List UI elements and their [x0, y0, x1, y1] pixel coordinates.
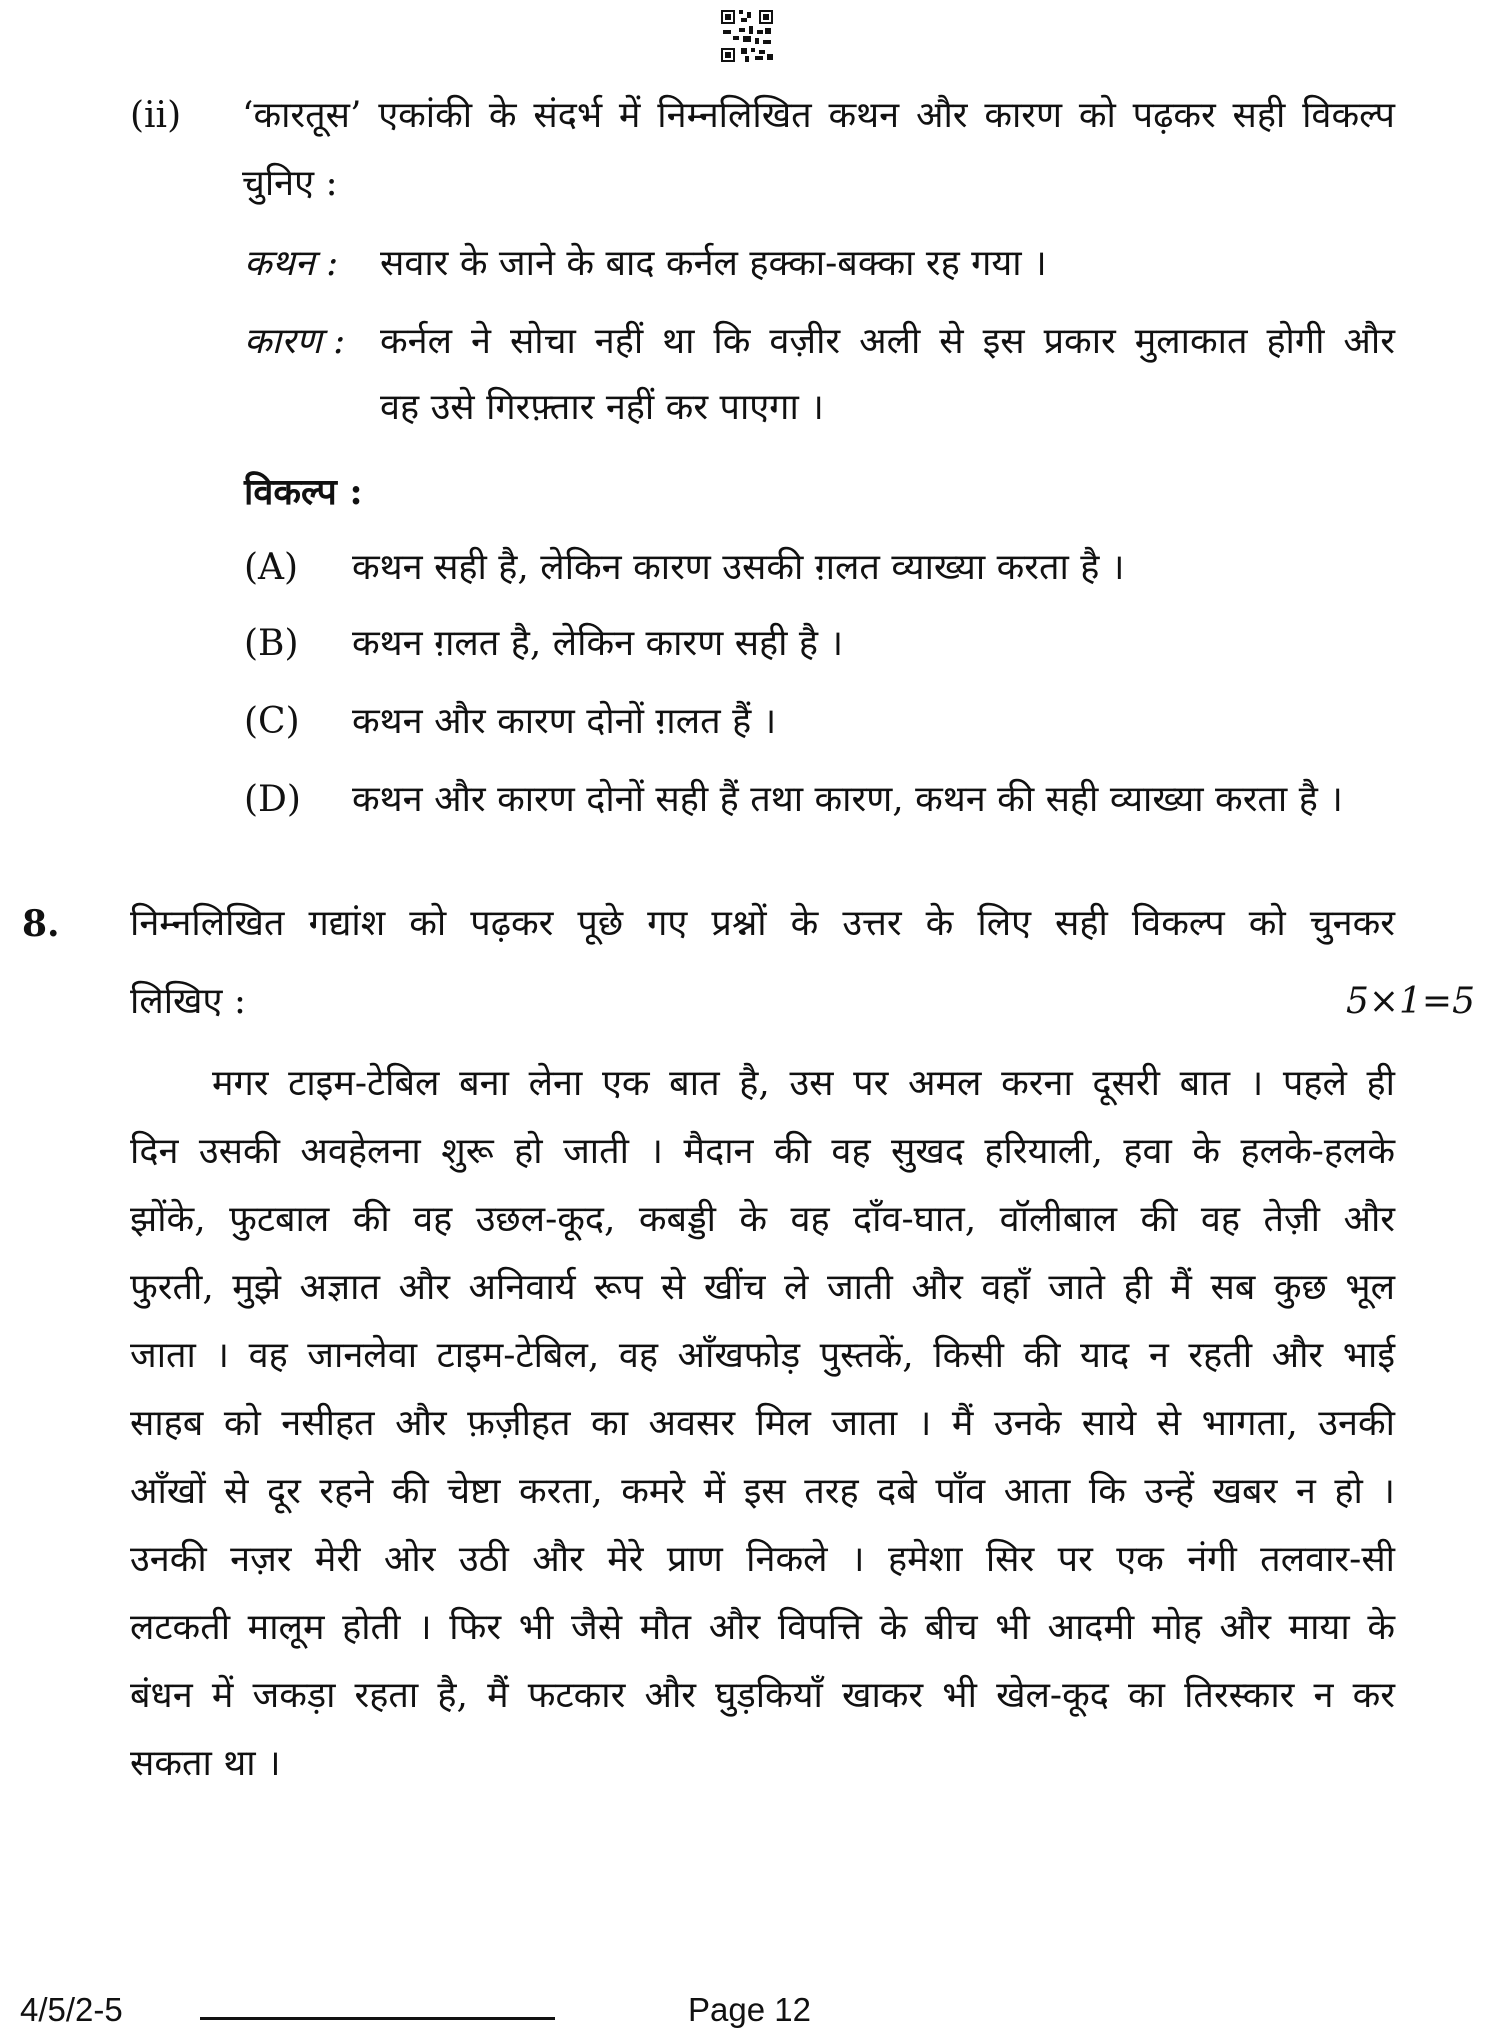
passage-line: आँखों से दूर रहने की चेष्टा करता, कमरे में इस तरह दबे पाँव आता कि उन्हें खबर न हो । — [130, 1471, 1395, 1512]
passage-line: फुरती, मुझे अज्ञात और अनिवार्य रूप से खींच ले जाती और वहाँ जाते ही मैं सब कुछ भूल — [130, 1267, 1395, 1308]
footer-divider — [200, 2017, 555, 2020]
question-line-1: निम्नलिखित गद्यांश को पढ़कर पूछे गए प्रश्नों के उत्तर के लिए सही विकल्प को चुनकर — [130, 903, 1395, 944]
marks-allocation: 5×1=5 — [1345, 981, 1475, 1022]
option-key: (B) — [244, 623, 299, 664]
sub-question-line-2: चुनिए : — [242, 163, 338, 204]
assertion-text: सवार के जाने के बाद कर्नल हक्का-बक्का रह गया । — [380, 243, 1047, 284]
options-heading: विकल्प : — [244, 471, 363, 513]
sub-question-line-1: ‘कारतूस’ एकांकी के संदर्भ में निम्नलिखित कथन और कारण को पढ़कर सही विकल्प — [242, 95, 1395, 136]
question-number: 8. — [22, 903, 60, 945]
page-number: Page 12 — [688, 1991, 811, 2028]
passage-line: सकता था । — [130, 1743, 281, 1784]
passage-line: लटकती मालूम होती । फिर भी जैसे मौत और विपत्ति के बीच भी आदमी मोह और माया के — [130, 1607, 1395, 1648]
assertion-label: कथन : — [244, 243, 339, 284]
qr-code-icon — [719, 8, 775, 64]
reason-line-2: वह उसे गिरफ़्तार नहीं कर पाएगा । — [380, 387, 824, 428]
reason-line-1: कर्नल ने सोचा नहीं था कि वज़ीर अली से इस प्रकार मुलाकात होगी और — [380, 321, 1395, 362]
option-text: कथन सही है, लेकिन कारण उसकी ग़लत व्याख्या करता है । — [352, 547, 1125, 588]
option-text: कथन और कारण दोनों ग़लत हैं । — [352, 701, 777, 742]
option-key: (A) — [244, 547, 299, 588]
passage-line: साहब को नसीहत और फ़ज़ीहत का अवसर मिल जाता । मैं उनके साये से भागता, उनकी — [130, 1403, 1395, 1444]
passage-line: बंधन में जकड़ा रहता है, मैं फटकार और घुड़कियाँ खाकर भी खेल-कूद का तिरस्कार न कर — [130, 1675, 1395, 1716]
passage-line: उनकी नज़र मेरी ओर उठी और मेरे प्राण निकले । हमेशा सिर पर एक नंगी तलवार-सी — [130, 1539, 1395, 1580]
passage-line: मगर टाइम-टेबिल बना लेना एक बात है, उस पर अमल करना दूसरी बात । पहले ही — [212, 1063, 1395, 1104]
option-key: (C) — [244, 701, 300, 742]
sub-question-number: (ii) — [130, 95, 182, 136]
passage-line: जाता । वह जानलेवा टाइम-टेबिल, वह आँखफोड़ पुस्तकें, किसी की याद न रहती और भाई — [130, 1335, 1395, 1376]
question-line-2: लिखिए : — [130, 981, 246, 1022]
option-key: (D) — [244, 779, 301, 820]
passage-line: दिन उसकी अवहेलना शुरू हो जाती । मैदान की वह सुखद हरियाली, हवा के हलके-हलके — [130, 1131, 1395, 1172]
option-text: कथन और कारण दोनों सही हैं तथा कारण, कथन की सही व्याख्या करता है । — [352, 779, 1343, 820]
option-text: कथन ग़लत है, लेकिन कारण सही है । — [352, 623, 844, 664]
reason-label: कारण : — [244, 321, 346, 362]
passage-line: झोंके, फुटबाल की वह उछल-कूद, कबड्डी के वह दाँव-घात, वॉलीबाल की वह तेज़ी और — [130, 1199, 1395, 1240]
paper-code: 4/5/2-5 — [20, 1991, 123, 2028]
